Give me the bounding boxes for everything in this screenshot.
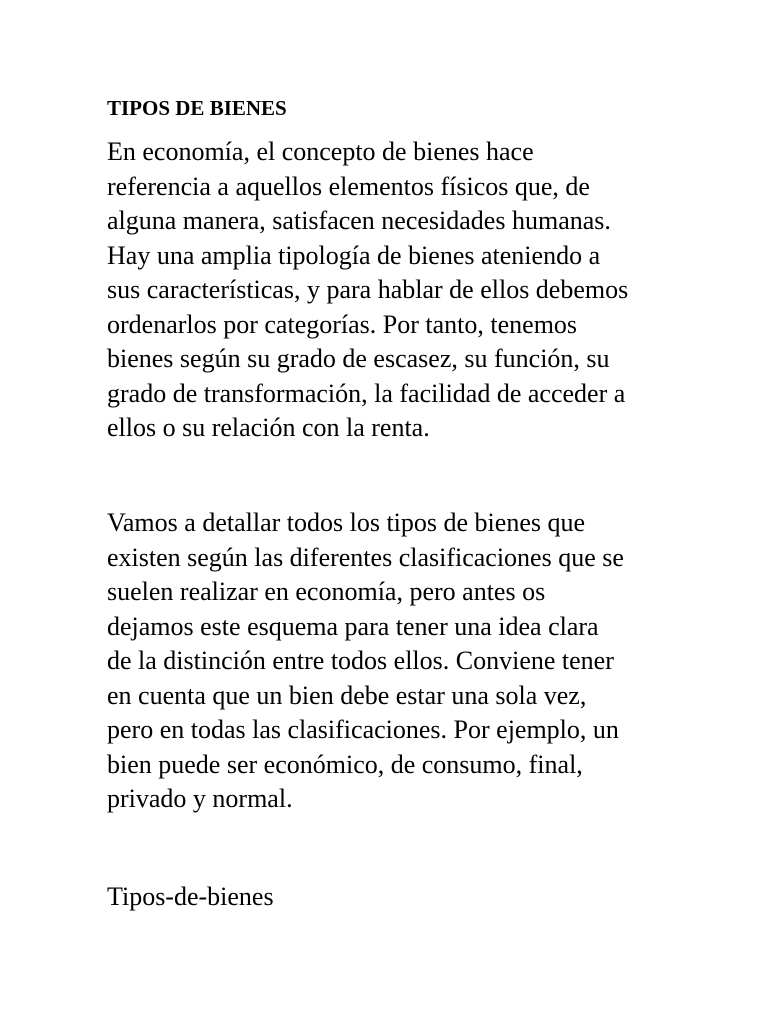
paragraph-line: Hay una amplia tipología de bienes ateniendo a (107, 240, 601, 270)
paragraph-line: grado de transformación, la facilidad de acceder a (107, 378, 626, 408)
paragraph-line: sus características, y para hablar de ellos debemos (107, 275, 629, 304)
paragraph-line: en cuenta que un bien debe estar una sola vez, (107, 680, 587, 710)
paragraph-line: bien puede ser económico, de consumo, final, (107, 749, 583, 779)
paragraph-line: existen según las diferentes clasificaciones que se (107, 542, 624, 572)
paragraph-line: ellos o su relación con la renta. (107, 413, 430, 442)
paragraph-line: ordenarlos por categorías. Por tanto, tenemos (107, 309, 578, 339)
paragraph-1 (107, 135, 628, 446)
document-title: TIPOS DE BIENES (107, 96, 287, 120)
paragraph-line: Vamos a detallar todos los tipos de bienes que (107, 508, 586, 537)
paragraph-line: pero en todas las clasificaciones. Por ejemplo, un (107, 715, 619, 744)
paragraph-2 (107, 506, 624, 817)
image-caption: Tipos-de-bienes (107, 882, 274, 911)
paragraph-line: bienes según su grado de escasez, su función, su (107, 344, 610, 373)
paragraph-line: de la distinción entre todos ellos. Conviene tener (107, 646, 614, 675)
paragraph-line: suelen realizar en economía, pero antes os (107, 577, 546, 606)
paragraph-line: En economía, el concepto de bienes hace (107, 137, 534, 166)
paragraph-line: privado y normal. (107, 784, 293, 813)
paragraph-line: dejamos este esquema para tener una idea clara (107, 611, 599, 641)
paragraph-line: alguna manera, satisfacen necesidades humanas. (107, 206, 611, 235)
paragraph-line: referencia a aquellos elementos físicos que, de (107, 171, 590, 201)
